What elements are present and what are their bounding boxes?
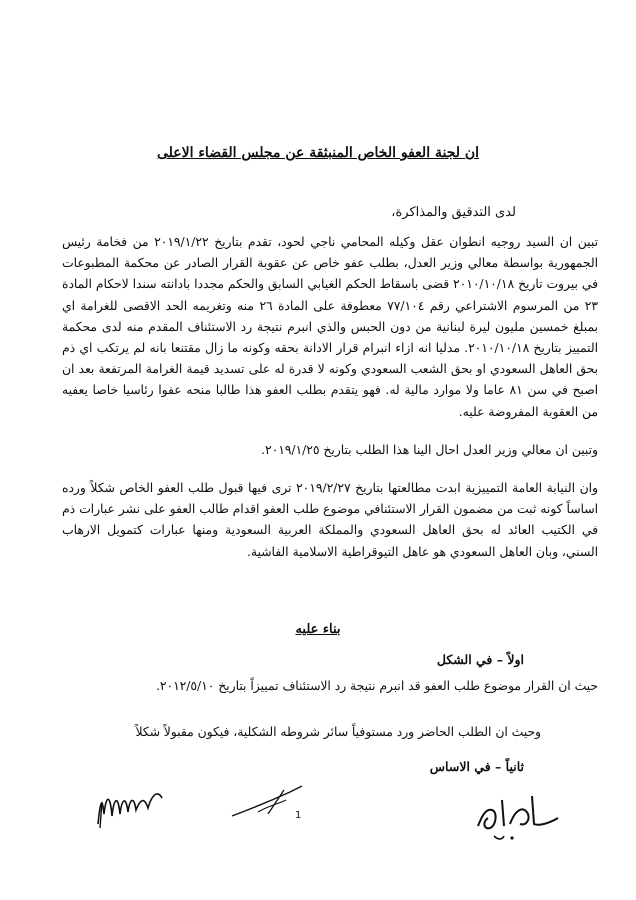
section-substance-label: ثانياً – في الاساس: [429, 759, 524, 774]
paragraph-request-facts: تبين ان السيد روجيه انطوان عقل وكيله المحامي ناجي لحود، تقدم بتاريخ ٢٠١٩/١/٢٢ من فخامة رئيس الجمهورية بواسطة معالي وزير العدل، بطلب عفو خاص عن عقوبة القرار الصادر عن محكمة المطبوعات في بيروت تاريخ ٢٠١٠/١٠/١٨ قضى باسقاط الحكم الغيابي السابق والحكم مجددا بادانته سندا لاحكام المادة ٢٣ من المرسوم الاشتراعي رقم ٧٧/١٠٤ معطوفة على المادة ٢٦ منه وتغريمه الحد الاقصى للغرامة اي بمبلغ خمسين مليون ليرة لبنانية من دون الحبس والذي انبرم نتيجة رد الاستئناف المقدم منه لدى محكمة التمييز بتاريخ ٢٠١٠/١٠/١٨. مدليا انه ازاء انبرام قرار الادانة بحقه وكونه ما زال مقتنعا بانه لم يرتكب اي ذم بحق العاهل السعودي او بحق الشعب السعودي وكونه لا قدرة له على تسديد قيمة الغرامة المرتفعة بعد ان اصبح في سن ٨١ عاما ولا موارد مالية له. فهو يتقدم بطلب العفو هذا طالبا منحه عفوا رئاسيا خاصا يعفيه من العقوبة المفروضة عليه.: [62, 235, 599, 419]
paragraph-prosecution-opinion: وان النيابة العامة التمييزية ابدت مطالعتها بتاريخ ٢٠١٩/٢/٢٧ ترى فيها قبول طلب العفو الخاص شكلاً ورده اساساً كونه ثبت من مضمون القرار الاستئنافي موضوع طلب العفو اقدام طالب العفو على نشر عبارات ذم في الكتيب العائد له بحق العاهل السعودي والمملكة العربية السعودية ومنها عبارات كتمويل الارهاب السني، وبان العاهل السعودي هو عاهل التيوقراطية الاسلامية الفاشية.: [62, 481, 598, 559]
section-form-label: اولاً – في الشكل: [436, 652, 524, 667]
paragraph-form-2: وحيث ان الطلب الحاضر ورد مستوفياً سائر شروطه الشكلية، فيكون مقبولاً شكلاً: [135, 725, 541, 739]
signature-left: [92, 784, 172, 834]
signature-right: [468, 786, 568, 846]
section-heading: بناء عليه: [295, 622, 341, 637]
paragraph-referral: وتبين ان معالي وزير العدل احال الينا هذا الطلب بتاريخ ٢٠١٩/١/٢٥.: [261, 443, 598, 457]
salutation: لدى التدقيق والمذاكرة،: [391, 205, 516, 220]
page-number: 1: [295, 810, 302, 821]
paragraph-form-1: حيث ان القرار موضوع طلب العفو قد انبرم نتيجة رد الاستئناف تمييزاً بتاريخ ٢٠١٢/٥/١٠.: [155, 679, 598, 693]
document-title: ان لجنة العفو الخاص المنبثقة عن مجلس القضاء الاعلى: [156, 145, 480, 161]
